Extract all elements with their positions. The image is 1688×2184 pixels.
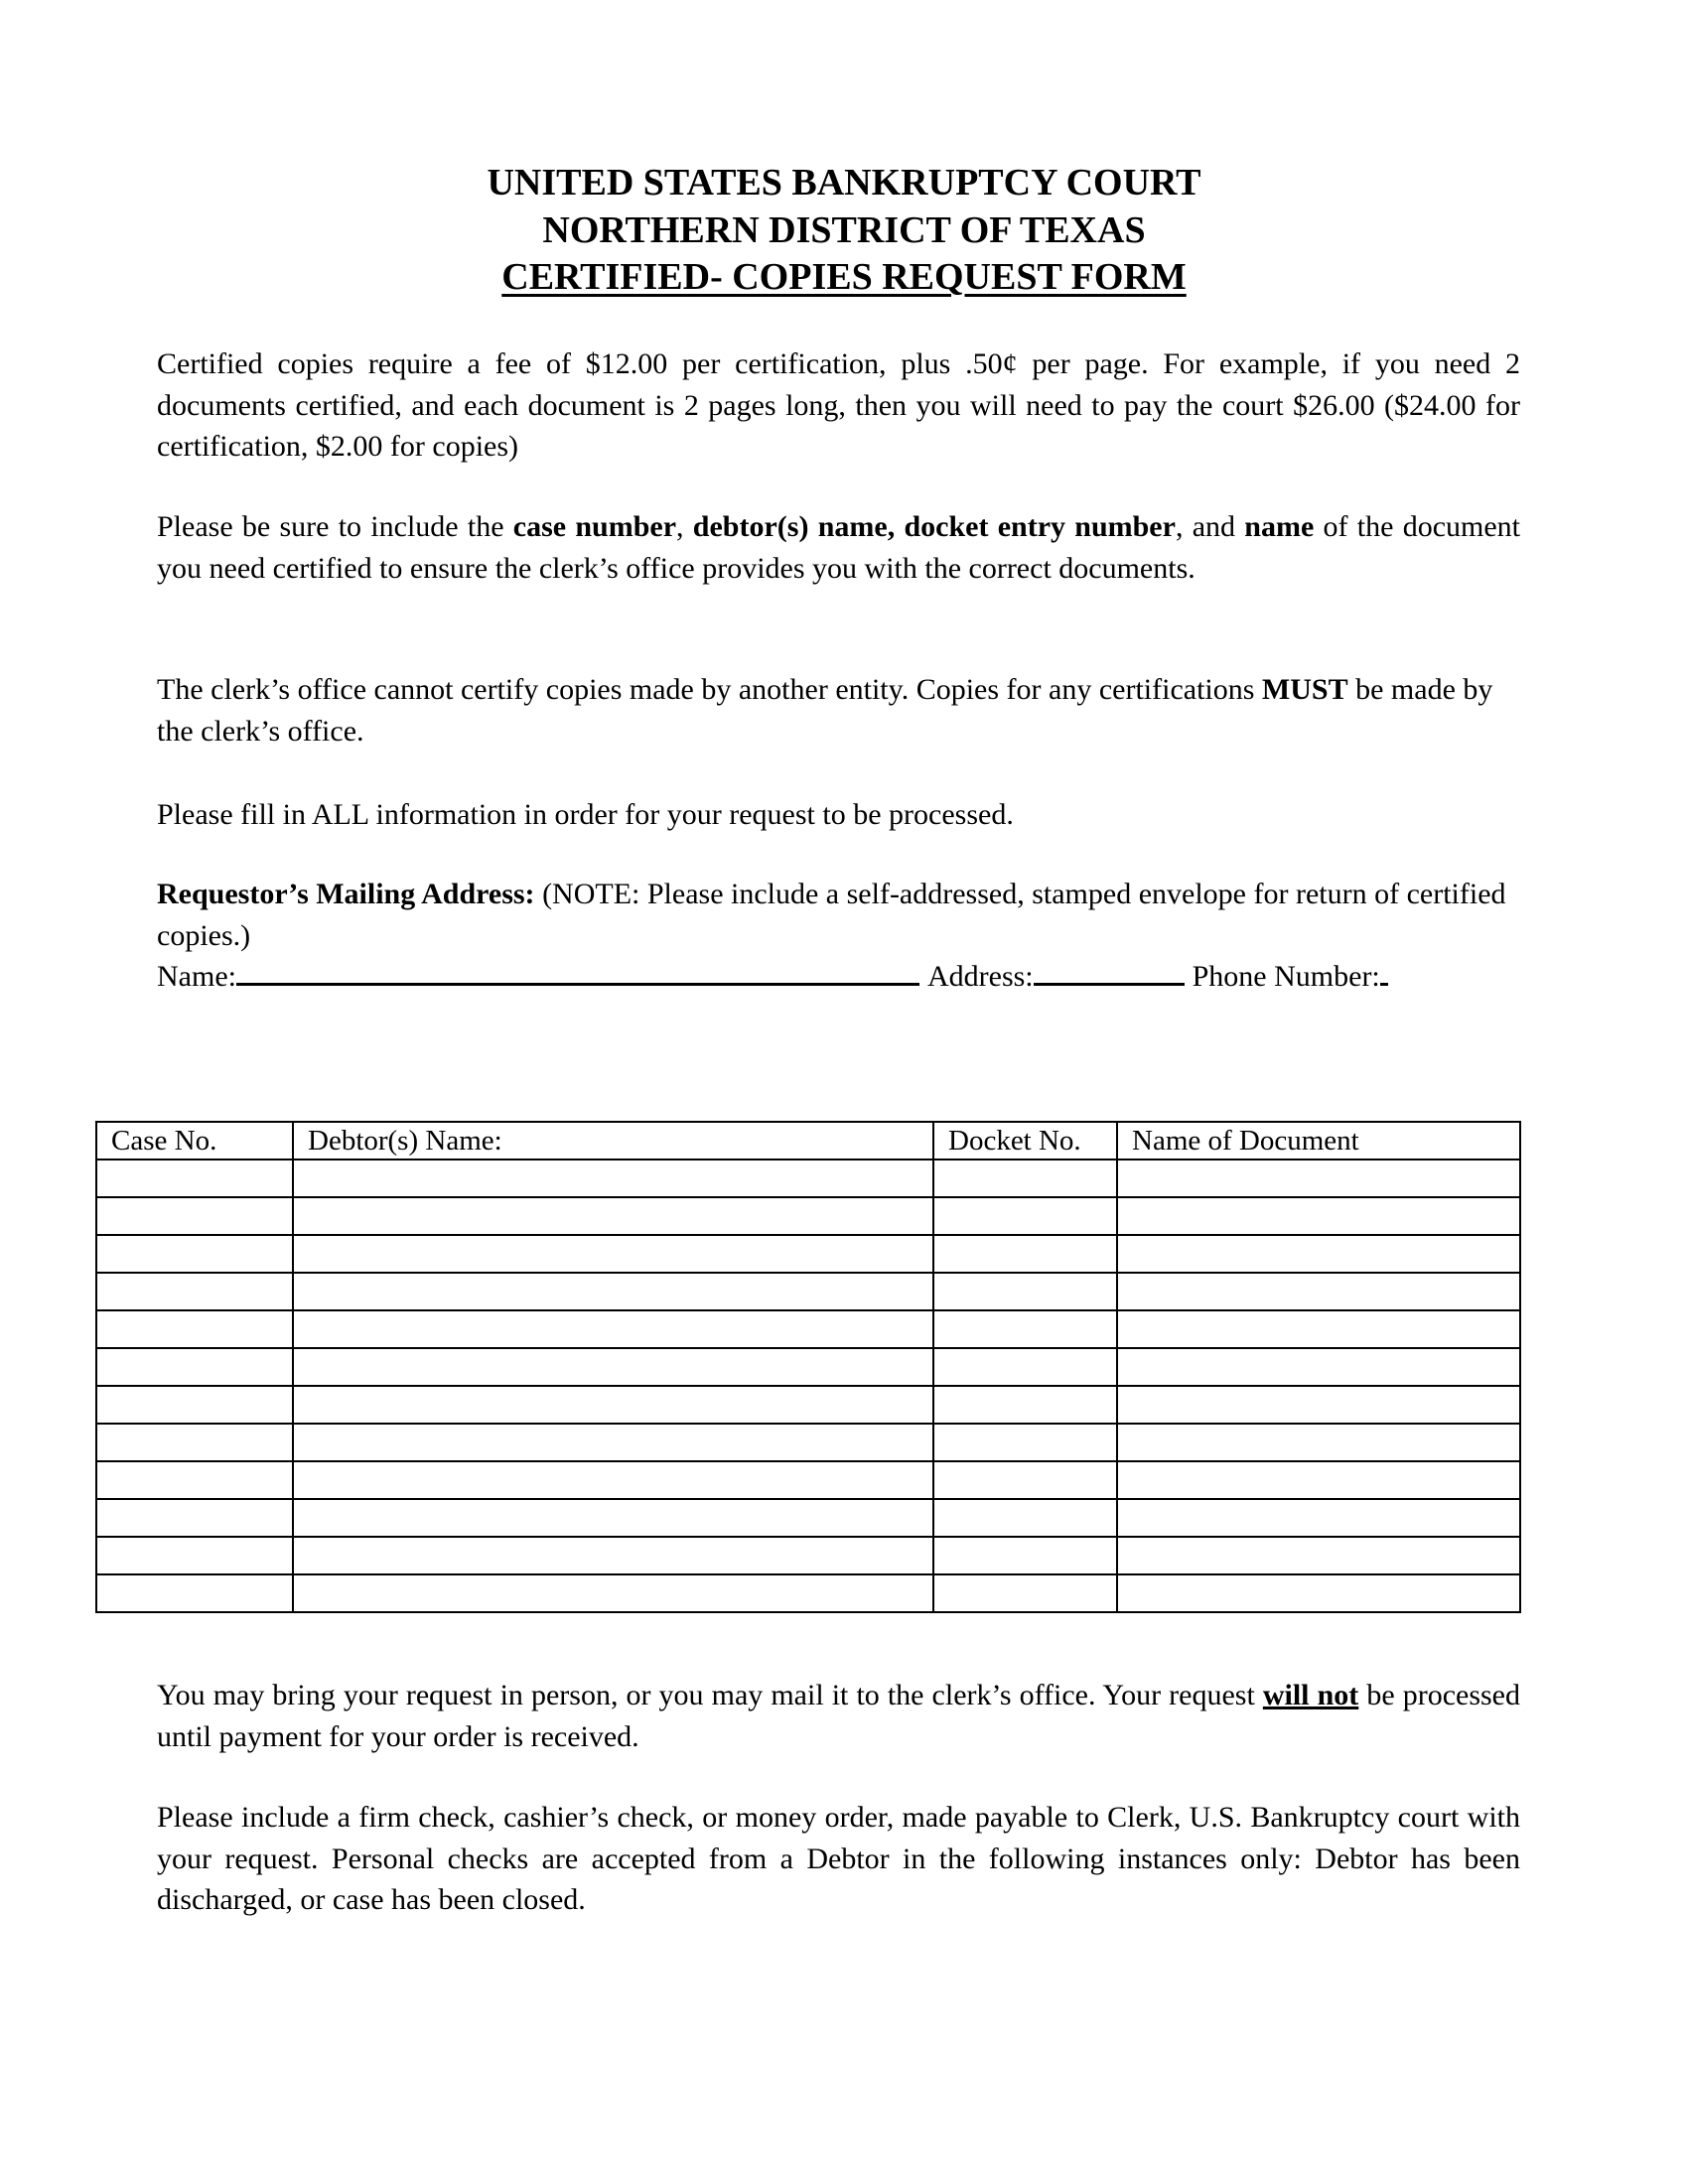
text: , and — [1175, 510, 1245, 543]
name-field[interactable] — [236, 957, 919, 986]
document-name-cell[interactable] — [1117, 1424, 1520, 1461]
debtor-name-cell[interactable] — [293, 1197, 933, 1235]
table-row — [96, 1273, 1520, 1310]
debtor-name-cell[interactable] — [293, 1537, 933, 1574]
docket-no-cell[interactable] — [933, 1235, 1117, 1273]
request-table — [95, 1121, 1521, 1613]
docket-no-cell[interactable] — [933, 1160, 1117, 1197]
case-no-cell[interactable] — [96, 1537, 293, 1574]
text: be processed until payment for your order is received. — [157, 1679, 1520, 1753]
mailing-note — [157, 874, 1520, 956]
docket-no-cell[interactable] — [933, 1574, 1117, 1612]
table-row — [96, 1537, 1520, 1574]
case-no-cell[interactable] — [96, 1160, 293, 1197]
table-row — [96, 1499, 1520, 1537]
table-row — [96, 1386, 1520, 1424]
header-case-no: Case No. — [96, 1122, 293, 1160]
document-name-cell[interactable] — [1117, 1273, 1520, 1310]
header-document-name: Name of Document — [1117, 1122, 1520, 1160]
mailing-section — [157, 874, 1520, 998]
text: You may bring your request in person, or you may mail it to the clerk’s office. Your request — [157, 1679, 1263, 1711]
emphasis-text: will not — [1262, 1679, 1359, 1711]
entity-paragraph — [157, 669, 1520, 751]
address-field[interactable] — [1034, 957, 1185, 986]
header-debtor-name: Debtor(s) Name: — [293, 1122, 933, 1160]
table-row — [96, 1348, 1520, 1386]
document-name-cell[interactable] — [1117, 1197, 1520, 1235]
docket-no-cell[interactable] — [933, 1499, 1117, 1537]
mailing-label: Requestor’s Mailing Address: — [157, 878, 535, 910]
phone-field[interactable] — [1380, 957, 1388, 986]
table-row — [96, 1574, 1520, 1612]
debtor-name-cell[interactable] — [293, 1424, 933, 1461]
document-name-cell[interactable] — [1117, 1386, 1520, 1424]
debtor-name-cell[interactable] — [293, 1160, 933, 1197]
debtor-name-cell[interactable] — [293, 1310, 933, 1348]
case-no-cell[interactable] — [96, 1386, 293, 1424]
table-row — [96, 1424, 1520, 1461]
text: be made by the clerk’s office. — [157, 673, 1493, 748]
document-name-cell[interactable] — [1117, 1499, 1520, 1537]
name-label: Name: — [157, 960, 236, 993]
text: The clerk’s office cannot certify copies made by another entity. Copies for any certifications — [157, 673, 1262, 706]
debtor-name-cell[interactable] — [293, 1273, 933, 1310]
debtor-name-cell[interactable] — [293, 1235, 933, 1273]
form-title-text: CERTIFIED- COPIES REQUEST FORM — [501, 256, 1187, 298]
docket-no-cell[interactable] — [933, 1461, 1117, 1499]
document-name-cell[interactable] — [1117, 1310, 1520, 1348]
form-title — [0, 253, 1688, 301]
debtor-name-cell[interactable] — [293, 1386, 933, 1424]
case-no-cell[interactable] — [96, 1574, 293, 1612]
bold-text: debtor(s) name, docket entry number — [692, 510, 1176, 543]
text: Please be sure to include the — [157, 510, 513, 543]
case-no-cell[interactable] — [96, 1499, 293, 1537]
case-no-cell[interactable] — [96, 1424, 293, 1461]
bold-text: name — [1244, 510, 1315, 543]
docket-no-cell[interactable] — [933, 1537, 1117, 1574]
document-name-cell[interactable] — [1117, 1160, 1520, 1197]
docket-no-cell[interactable] — [933, 1386, 1117, 1424]
fee-paragraph: Certified copies require a fee of $12.00 per certification, plus .50¢ per page. For example, if you need 2 documents certified, and each document is 2 pages long, then you will need to pay the court $26.00 ($24.00 for certification, $2.00 for copies) — [157, 347, 1520, 463]
header-docket-no: Docket No. — [933, 1122, 1117, 1160]
text: , — [676, 510, 693, 543]
document-name-cell[interactable] — [1117, 1574, 1520, 1612]
case-no-cell[interactable] — [96, 1461, 293, 1499]
document-name-cell[interactable] — [1117, 1461, 1520, 1499]
case-no-cell[interactable] — [96, 1197, 293, 1235]
docket-no-cell[interactable] — [933, 1273, 1117, 1310]
table-row — [96, 1197, 1520, 1235]
docket-no-cell[interactable] — [933, 1424, 1117, 1461]
table-row — [96, 1461, 1520, 1499]
fill-paragraph: Please fill in ALL information in order for your request to be processed. — [157, 798, 1014, 831]
document-name-cell[interactable] — [1117, 1537, 1520, 1574]
text: of the document you need certified to ensure the clerk’s office provides you with the correct documents. — [157, 510, 1520, 585]
mailing-note-text: (NOTE: Please include a self-addressed, stamped envelope for return of certified copies.) — [157, 878, 1506, 952]
docket-no-cell[interactable] — [933, 1310, 1117, 1348]
bold-text: case number — [512, 510, 677, 543]
case-no-cell[interactable] — [96, 1235, 293, 1273]
docket-no-cell[interactable] — [933, 1197, 1117, 1235]
district-name: NORTHERN DISTRICT OF TEXAS — [542, 209, 1146, 251]
docket-no-cell[interactable] — [933, 1348, 1117, 1386]
court-name: UNITED STATES BANKRUPTCY COURT — [487, 162, 1201, 204]
table-row — [96, 1235, 1520, 1273]
case-no-cell[interactable] — [96, 1273, 293, 1310]
person-paragraph — [157, 1675, 1520, 1757]
case-no-cell[interactable] — [96, 1310, 293, 1348]
debtor-name-cell[interactable] — [293, 1499, 933, 1537]
include-paragraph — [157, 506, 1520, 589]
payment-paragraph: Please include a firm check, cashier’s check, or money order, made payable to Clerk, U.S. Bankruptcy court with your request. Personal checks are accepted from a Debtor in the following instances only: Debtor has been discharged, or case has been closed. — [157, 1801, 1520, 1916]
table-row — [96, 1310, 1520, 1348]
table-body — [96, 1160, 1520, 1612]
bold-text: MUST — [1261, 673, 1348, 706]
case-no-cell[interactable] — [96, 1348, 293, 1386]
address-label: Address: — [926, 960, 1034, 993]
phone-label: Phone Number: — [1192, 960, 1380, 993]
debtor-name-cell[interactable] — [293, 1461, 933, 1499]
table-row — [96, 1160, 1520, 1197]
debtor-name-cell[interactable] — [293, 1574, 933, 1612]
contact-fields — [157, 956, 1520, 998]
debtor-name-cell[interactable] — [293, 1348, 933, 1386]
document-name-cell[interactable] — [1117, 1348, 1520, 1386]
table-header-row — [96, 1122, 1520, 1160]
document-name-cell[interactable] — [1117, 1235, 1520, 1273]
